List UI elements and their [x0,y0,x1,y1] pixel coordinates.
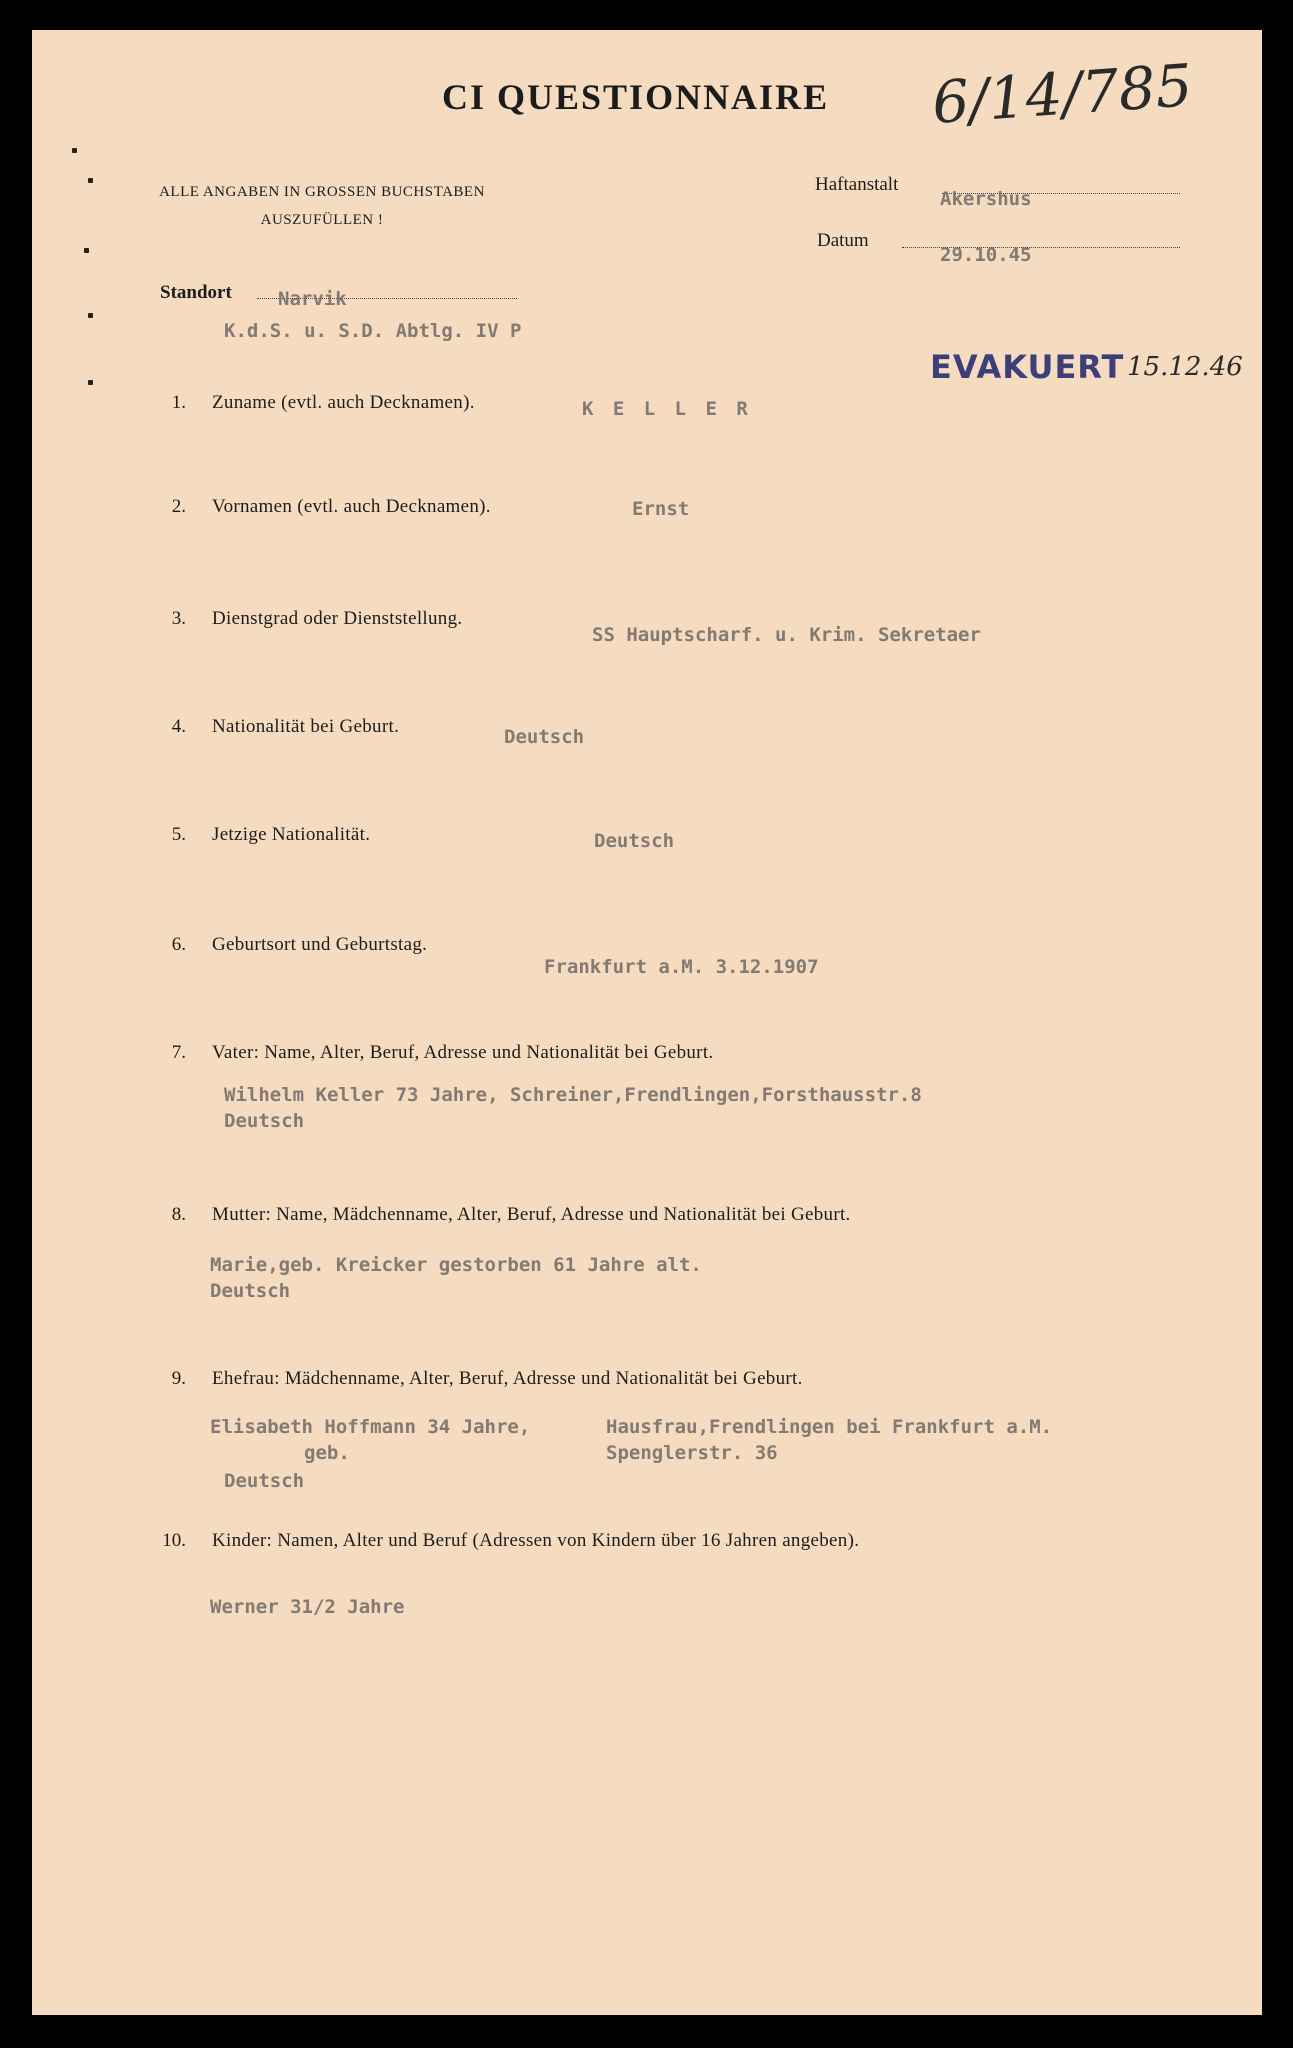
question-text: Dienstgrad oder Dienststellung. [212,608,463,629]
answer-wife-name: Elisabeth Hoffmann 34 Jahre, [210,1416,531,1438]
haftanstalt-value: Akershus [940,188,1032,210]
answer-wife-occupation-address: Hausfrau,Frendlingen bei Frankfurt a.M. [606,1416,1053,1438]
handwritten-reference: 6/14/785 [929,50,1195,138]
question-text: Vornamen (evtl. auch Decknamen). [212,496,491,517]
question-number: 1. [171,392,186,413]
questionnaire-page [32,30,1262,2015]
answer-surname: K E L L E R [582,398,752,420]
question-text: Kinder: Namen, Alter und Beruf (Adressen von Kindern über 16 Jahren angeben). [212,1530,860,1551]
page-title: CI QUESTIONNAIRE [442,77,830,117]
margin-mark [88,313,93,318]
question-number: 5. [171,824,186,845]
question-number: 9. [171,1368,186,1389]
instructions-line1: ALLE ANGABEN IN GROSSEN BUCHSTABEN [159,184,485,200]
haftanstalt-label: Haftanstalt [815,174,899,195]
answer-children: Werner 31/2 Jahre [210,1596,405,1618]
margin-mark [84,248,89,253]
margin-mark [88,380,93,385]
unit-value: K.d.S. u. S.D. Abtlg. IV P [224,320,522,342]
datum-value: 29.10.45 [940,244,1032,266]
instructions-line2: AUSZUFÜLLEN ! [260,212,384,228]
question-text: Mutter: Name, Mädchenname, Alter, Beruf, Adresse und Nationalität bei Geburt. [212,1204,851,1225]
answer-birthplace-date: Frankfurt a.M. 3.12.1907 [544,956,819,978]
answer-current-nationality: Deutsch [594,830,675,852]
answer-mother-line2: Deutsch [210,1280,291,1302]
question-text: Vater: Name, Alter, Beruf, Adresse und Nationalität bei Geburt. [212,1042,714,1063]
answer-rank: SS Hauptscharf. u. Krim. Sekretaer [592,624,981,646]
question-number: 4. [171,716,186,737]
answer-father-line2: Deutsch [224,1110,305,1132]
answer-wife-nationality: Deutsch [224,1470,305,1492]
instructions [142,178,502,234]
question-number: 10. [162,1530,186,1551]
standort-value: Narvik [278,288,347,310]
stamp-handwritten-date: 15.12.46 [1127,352,1243,382]
question-text: Zuname (evtl. auch Decknamen). [212,392,475,413]
question-text: Ehefrau: Mädchenname, Alter, Beruf, Adresse und Nationalität bei Geburt. [212,1368,803,1389]
question-number: 8. [171,1204,186,1225]
question-number: 7. [171,1042,186,1063]
question-text: Jetzige Nationalität. [212,824,371,845]
margin-mark [72,148,77,153]
margin-mark [88,178,93,183]
answer-firstname: Ernst [632,498,690,520]
question-number: 3. [171,608,186,629]
evakuert-stamp: EVAKUERT [930,348,1125,386]
answer-father-line1: Wilhelm Keller 73 Jahre, Schreiner,Frendlingen,Forsthausstr.8 [224,1084,922,1106]
answer-birth-nationality: Deutsch [504,726,585,748]
answer-wife-street: Spenglerstr. 36 [606,1442,778,1464]
answer-wife-geb: geb. [304,1442,350,1464]
question-number: 6. [171,934,186,955]
question-number: 2. [171,496,186,517]
standort-label: Standort [160,282,232,303]
datum-label: Datum [817,230,869,251]
question-text: Geburtsort und Geburtstag. [212,934,428,955]
question-text: Nationalität bei Geburt. [212,716,400,737]
answer-mother-line1: Marie,geb. Kreicker gestorben 61 Jahre alt. [210,1254,702,1276]
